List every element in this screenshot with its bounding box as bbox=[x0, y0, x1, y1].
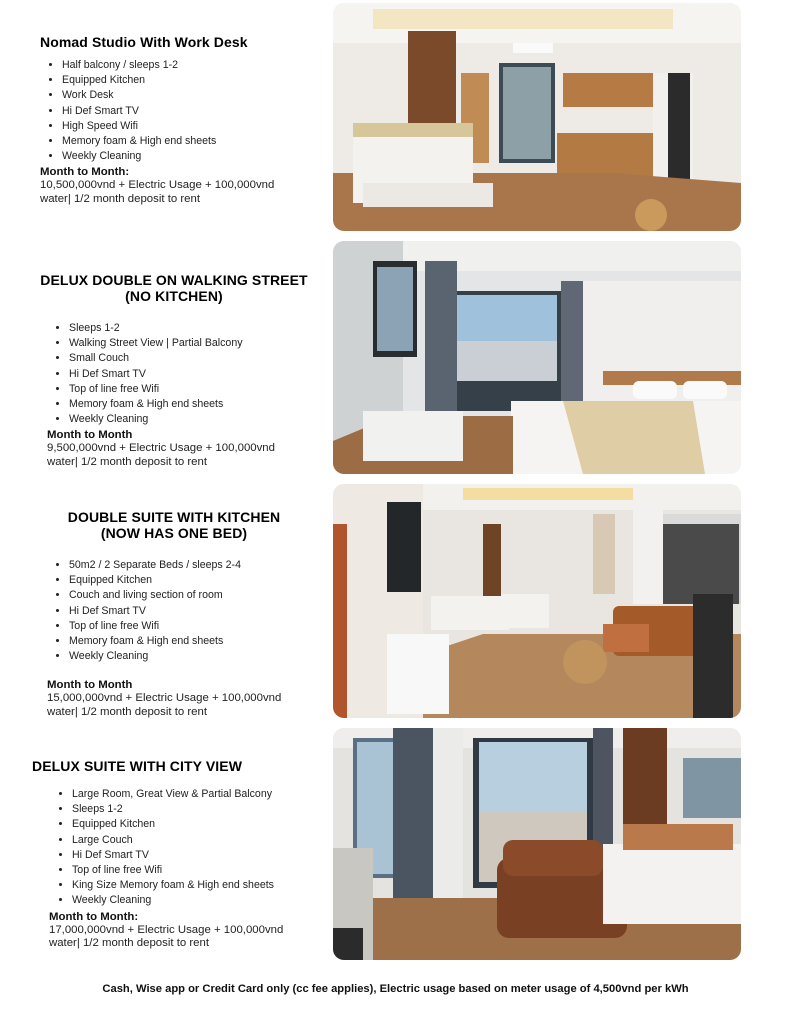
price-label: Month to Month bbox=[47, 679, 133, 692]
room-section-delux-double bbox=[28, 272, 320, 470]
room-title: DELUX SUITE WITH CITY VIEW bbox=[32, 758, 243, 774]
room-section-city-view bbox=[32, 758, 322, 951]
price-label: Month to Month bbox=[47, 429, 133, 442]
list-item: • Small Couch bbox=[69, 351, 320, 366]
list-item: • Memory foam & High end sheets bbox=[69, 634, 320, 649]
list-item: • Weekly Cleaning bbox=[72, 893, 322, 908]
list-item: • High Speed Wifi bbox=[62, 119, 320, 134]
list-item: • Weekly Cleaning bbox=[62, 149, 320, 164]
list-item: • Couch and living section of room bbox=[69, 588, 320, 603]
list-item: • Weekly Cleaning bbox=[69, 649, 320, 664]
room-photo bbox=[333, 728, 741, 960]
room-title: DELUX DOUBLE ON WALKING STREET bbox=[40, 272, 308, 288]
list-item: • Large Room, Great View & Partial Balcony bbox=[72, 787, 322, 802]
list-item: • Large Couch bbox=[72, 833, 322, 848]
list-item: • Memory foam & High end sheets bbox=[69, 397, 320, 412]
list-item: • Hi Def Smart TV bbox=[69, 604, 320, 619]
list-item: • Hi Def Smart TV bbox=[69, 367, 320, 382]
feature-list bbox=[28, 321, 320, 427]
price-line: 17,000,000vnd + Electric Usage + 100,000vnd bbox=[49, 923, 284, 936]
list-item: • Top of line free Wifi bbox=[72, 863, 322, 878]
room-title-sub: (NOW HAS ONE BED) bbox=[100, 525, 248, 541]
room-photo bbox=[333, 241, 741, 474]
list-item: • Hi Def Smart TV bbox=[72, 848, 322, 863]
feature-list bbox=[28, 558, 320, 664]
price-label: Month to Month: bbox=[49, 910, 139, 923]
list-item: • Weekly Cleaning bbox=[69, 412, 320, 427]
list-item: • King Size Memory foam & High end sheets bbox=[72, 878, 322, 893]
list-item: • Sleeps 1-2 bbox=[69, 321, 320, 336]
room-title-sub: (NO KITCHEN) bbox=[125, 288, 223, 304]
price-line: 9,500,000vnd + Electric Usage + 100,000vnd bbox=[47, 442, 275, 455]
list-item: • 50m2 / 2 Separate Beds / sleeps 2-4 bbox=[69, 558, 320, 573]
room-title: DOUBLE SUITE WITH KITCHEN bbox=[67, 509, 281, 525]
list-item: • Memory foam & High end sheets bbox=[62, 134, 320, 149]
price-line: water| 1/2 month deposit to rent bbox=[40, 193, 200, 206]
list-item: • Top of line free Wifi bbox=[69, 382, 320, 397]
price-line: water| 1/2 month deposit to rent bbox=[47, 456, 207, 469]
list-item: • Equipped Kitchen bbox=[62, 73, 320, 88]
list-item: • Equipped Kitchen bbox=[69, 573, 320, 588]
list-item: • Top of line free Wifi bbox=[69, 619, 320, 634]
list-item: • Walking Street View | Partial Balcony bbox=[69, 336, 320, 351]
price-line: water| 1/2 month deposit to rent bbox=[49, 937, 209, 950]
feature-list bbox=[40, 58, 320, 164]
room-section-nomad-studio bbox=[40, 34, 320, 207]
feature-list bbox=[32, 787, 322, 909]
payment-footer: Cash, Wise app or Credit Card only (cc fee applies), Electric usage based on meter usage of 4,500vnd per kWh bbox=[102, 983, 689, 995]
price-label: Month to Month: bbox=[40, 166, 130, 179]
room-title: Nomad Studio With Work Desk bbox=[40, 34, 248, 50]
room-section-double-suite bbox=[28, 509, 320, 720]
list-item: • Equipped Kitchen bbox=[72, 817, 322, 832]
list-item: • Work Desk bbox=[62, 88, 320, 103]
room-photo bbox=[333, 3, 741, 231]
price-line: 10,500,000vnd + Electric Usage + 100,000vnd bbox=[40, 179, 275, 192]
price-line: 15,000,000vnd + Electric Usage + 100,000vnd bbox=[47, 692, 282, 705]
list-item: • Half balcony / sleeps 1-2 bbox=[62, 58, 320, 73]
room-photo bbox=[333, 484, 741, 718]
price-line: water| 1/2 month deposit to rent bbox=[47, 706, 207, 719]
list-item: • Sleeps 1-2 bbox=[72, 802, 322, 817]
list-item: • Hi Def Smart TV bbox=[62, 104, 320, 119]
